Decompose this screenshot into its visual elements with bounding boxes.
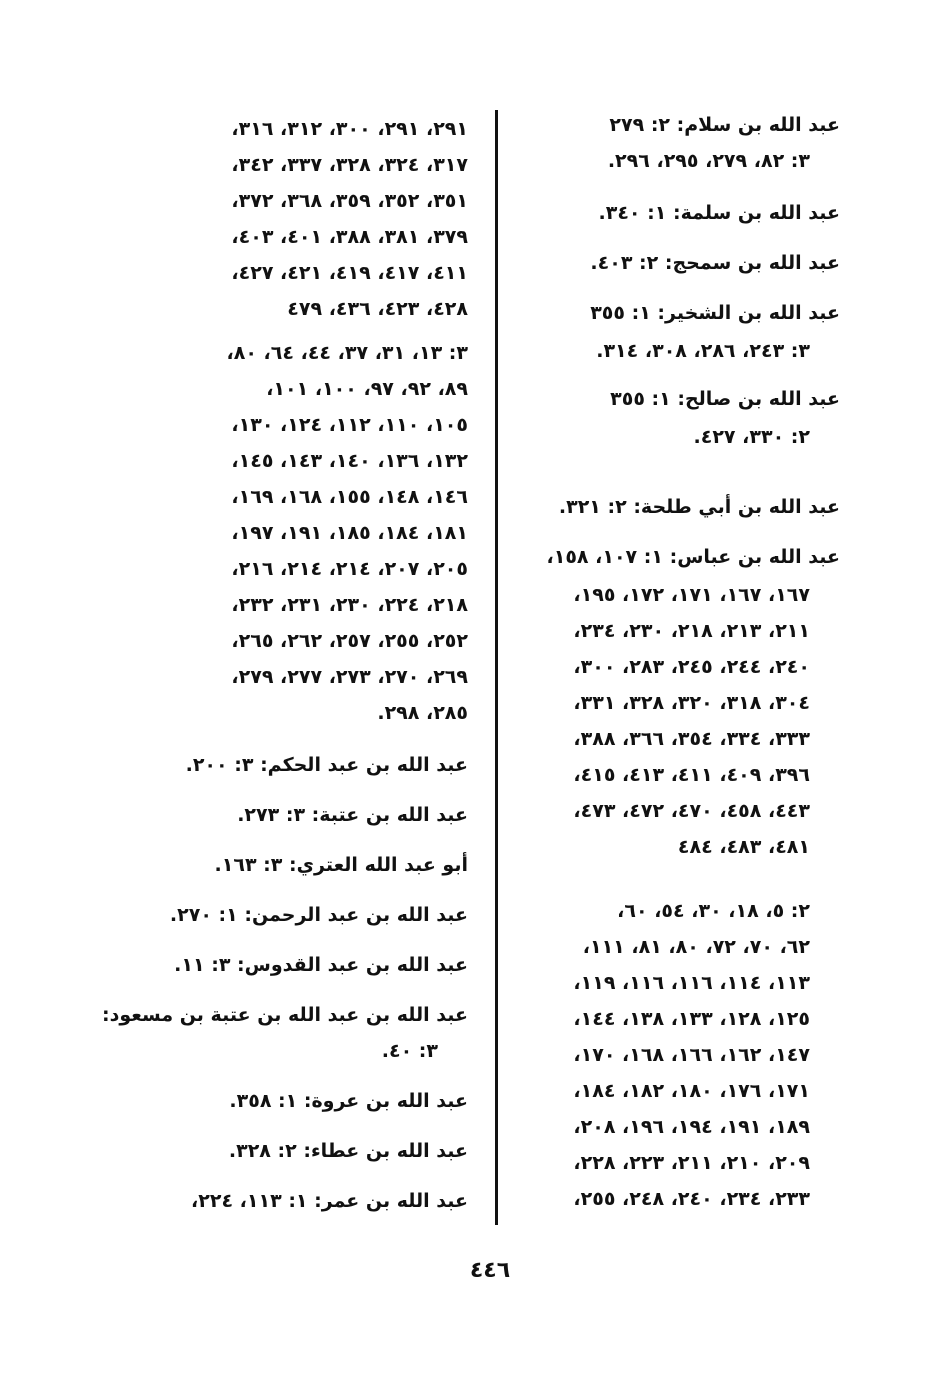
index-line: ١٤٧، ١٦٢، ١٦٦، ١٦٨، ١٧٠، [573, 1044, 810, 1066]
index-line: ١٨١، ١٨٤، ١٨٥، ١٩١، ١٩٧، [231, 522, 468, 544]
index-line: ٢١٨، ٢٢٤، ٢٣٠، ٢٣١، ٢٣٢، [231, 594, 468, 616]
index-line: ٣: ٢٤٣، ٢٨٦، ٣٠٨، ٣١٤. [596, 340, 810, 362]
index-line: عبد الله بن عبد الرحمن: ١: ٢٧٠. [169, 904, 468, 926]
index-line: ١٣٢، ١٣٦، ١٤٠، ١٤٣، ١٤٥، [231, 450, 468, 472]
index-line: ٢٦٩، ٢٧٠، ٢٧٣، ٢٧٧، ٢٧٩، [231, 666, 468, 688]
index-line: عبد الله بن الشخير: ١: ٣٥٥ [590, 302, 840, 324]
index-line: ٣٣٣، ٣٣٤، ٣٥٤، ٣٦٦، ٣٨٨، [573, 728, 810, 750]
index-line: ٣: ٤٠. [381, 1040, 438, 1062]
index-line: ٢٤٠، ٢٤٤، ٢٤٥، ٢٨٣، ٣٠٠، [573, 656, 810, 678]
index-line: ٢٠٥، ٢٠٧، ٢١٤، ٢١٤، ٢١٦، [231, 558, 468, 580]
index-line: عبد الله بن عبد الحكم: ٣: ٢٠٠. [185, 754, 468, 776]
index-line: ١١٣، ١١٤، ١١٦، ١١٦، ١١٩، [573, 972, 810, 994]
index-line: عبد الله بن عتبة: ٣: ٢٧٣. [237, 804, 468, 826]
column-divider [495, 110, 498, 1225]
index-line: أبو عبد الله العتري: ٣: ١٦٣. [214, 854, 468, 876]
index-line: ٣: ٨٢، ٢٧٩، ٢٩٥، ٢٩٦. [607, 150, 810, 172]
index-line: عبد الله بن أبي طلحة: ٢: ٣٢١. [558, 496, 840, 518]
index-line: ٣٩٦، ٤٠٩، ٤١١، ٤١٣، ٤١٥، [573, 764, 810, 786]
index-line: عبد الله بن عبد الله بن عتبة بن مسعود: [102, 1004, 468, 1026]
index-line: ٢٩١، ٢٩١، ٣٠٠، ٣١٢، ٣١٦، [231, 118, 468, 140]
index-line: ٤٢٨، ٤٢٣، ٤٣٦، ٤٧٩ [287, 298, 468, 320]
index-line: عبد الله بن صالح: ١: ٣٥٥ [610, 388, 840, 410]
index-line: ٤٤٣، ٤٥٨، ٤٧٠، ٤٧٢، ٤٧٣، [573, 800, 810, 822]
index-line: عبد الله بن عمر: ١: ١١٣، ٢٢٤، [191, 1190, 468, 1212]
index-line: عبد الله بن عباس: ١: ١٠٧، ١٥٨، [546, 546, 840, 568]
index-line: عبد الله بن عطاء: ٢: ٣٢٨. [228, 1140, 468, 1162]
index-line: ٣١٧، ٣٢٤، ٣٢٨، ٣٣٧، ٣٤٢، [231, 154, 468, 176]
index-line: ٦٢، ٧٠، ٧٢، ٨٠، ٨١، ١١١، [582, 936, 810, 958]
index-line: ٣: ١٣، ٣١، ٣٧، ٤٤، ٦٤، ٨٠، [226, 342, 468, 364]
index-line: ٢٣٣، ٢٣٤، ٢٤٠، ٢٤٨، ٢٥٥، [573, 1188, 810, 1210]
index-line: ١٤٦، ١٤٨، ١٥٥، ١٦٨، ١٦٩، [231, 486, 468, 508]
index-line: ٢٥٢، ٢٥٥، ٢٥٧، ٢٦٢، ٢٦٥، [231, 630, 468, 652]
page-number: ٤٤٦ [469, 1258, 511, 1283]
index-line: ٣٠٤، ٣١٨، ٣٢٠، ٣٢٨، ٣٣١، [573, 692, 810, 714]
index-line: عبد الله بن عبد القدوس: ٣: ١١. [174, 954, 468, 976]
index-line: ٤١١، ٤١٧، ٤١٩، ٤٢١، ٤٢٧، [231, 262, 468, 284]
index-line: ٢٨٥، ٢٩٨. [377, 702, 468, 724]
index-line: ١٠٥، ١١٠، ١١٢، ١٢٤، ١٣٠، [231, 414, 468, 436]
index-line: ٢١١، ٢١٣، ٢١٨، ٢٣٠، ٢٣٤، [573, 620, 810, 642]
index-line: عبد الله بن سمحج: ٢: ٤٠٣. [590, 252, 840, 274]
index-line: عبد الله بن سلمة: ١: ٣٤٠. [598, 202, 840, 224]
index-line: عبد الله بن عروة: ١: ٣٥٨. [229, 1090, 468, 1112]
index-line: ١٢٥، ١٢٨، ١٣٣، ١٣٨، ١٤٤، [573, 1008, 810, 1030]
index-line: ٤٨١، ٤٨٣، ٤٨٤ [677, 836, 810, 858]
index-line: ٢: ٥، ١٨، ٣٠، ٥٤، ٦٠، [617, 900, 810, 922]
index-line: ٨٩، ٩٢، ٩٧، ١٠٠، ١٠١، [266, 378, 468, 400]
index-line: ١٨٩، ١٩١، ١٩٤، ١٩٦، ٢٠٨، [573, 1116, 810, 1138]
index-line: ١٦٧، ١٦٧، ١٧١، ١٧٢، ١٩٥، [573, 584, 810, 606]
index-line: ٣٧٩، ٣٨١، ٣٨٨، ٤٠١، ٤٠٣، [231, 226, 468, 248]
index-line: ٢: ٣٣٠، ٤٢٧. [693, 426, 810, 448]
index-line: ١٧١، ١٧٦، ١٨٠، ١٨٢، ١٨٤، [573, 1080, 810, 1102]
index-line: ٣٥١، ٣٥٢، ٣٥٩، ٣٦٨، ٣٧٢، [231, 190, 468, 212]
index-line: عبد الله بن سلام: ٢: ٢٧٩ [609, 114, 840, 136]
index-line: ٢٠٩، ٢١٠، ٢١١، ٢٢٣، ٢٢٨، [573, 1152, 810, 1174]
